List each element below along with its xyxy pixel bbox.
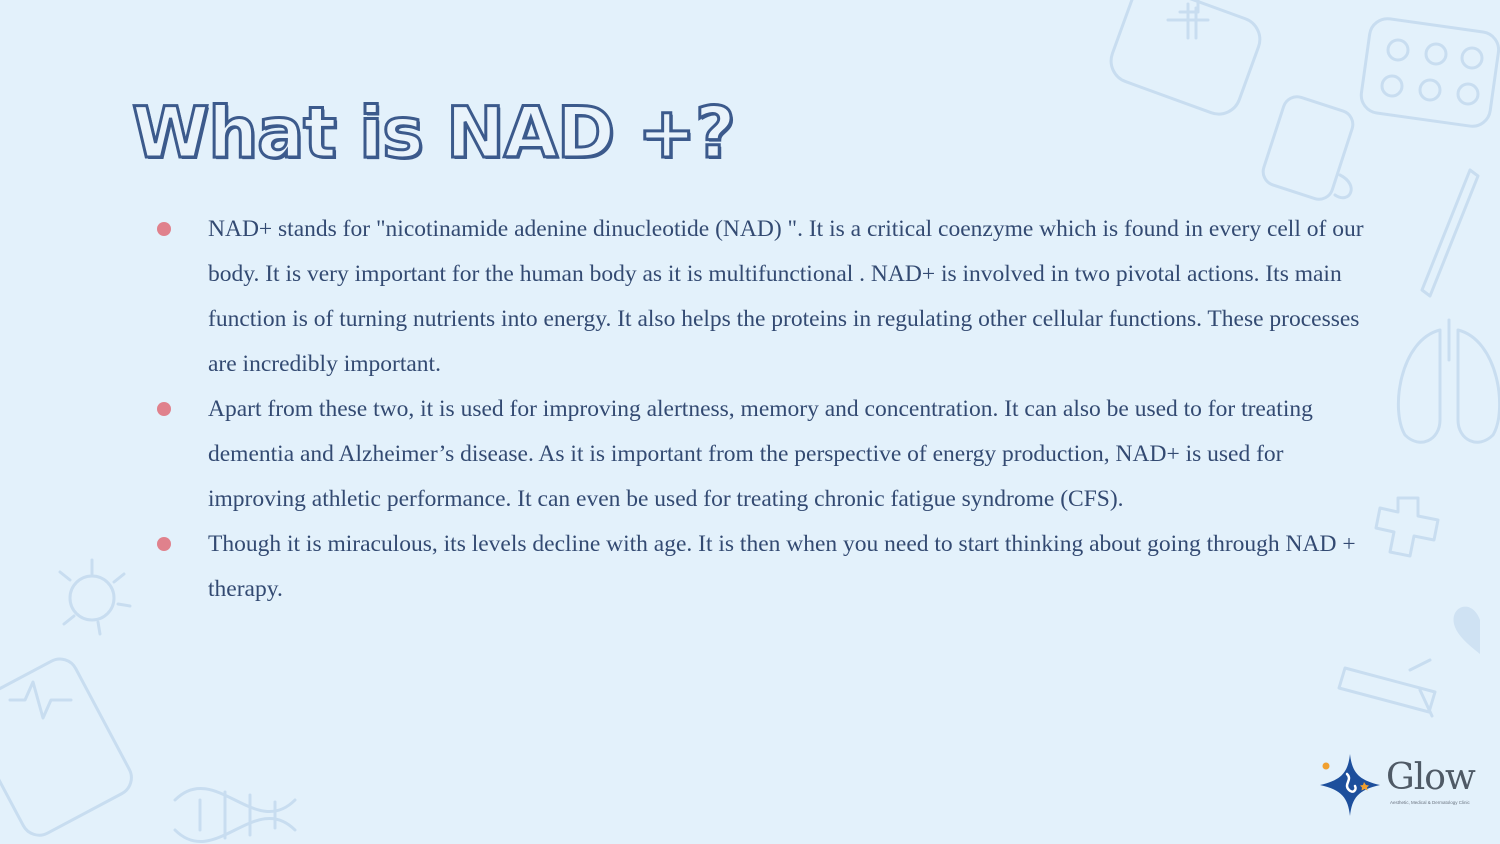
brand-tagline: Aesthetic, Medical & Dermatology Clinic (1390, 800, 1470, 805)
virus-icon (60, 560, 130, 634)
bullet-text: Apart from these two, it is used for improving alertness, memory and concentration. It can also be used to for treating dementia and Alzheimer’s disease. As it is important from the perspective of energy production, NAD+ is used for improving athletic performance. It can even be used for treating chronic fatigue syndrome (CFS). (208, 396, 1313, 512)
brand-name: Glow (1386, 757, 1475, 798)
heart-monitor-icon (0, 653, 138, 842)
pill-blister-icon (1359, 16, 1500, 128)
glow-logo (1318, 752, 1478, 820)
thermometer-icon (1422, 170, 1478, 296)
heart-icon (1454, 607, 1480, 654)
slide-title: What is NAD +? (132, 92, 735, 174)
bullet-item (150, 207, 1370, 387)
bullet-text: NAD+ stands for "nicotinamide adenine dinucleotide (NAD) ". It is a critical coenzyme which is found in every cell of our body. It is very important for the human body as it is multifunctional . NAD+ is involved in two pivotal actions. Its main function is of turning nutrients into energy. It also helps the proteins in regulating other cellular functions. These processes are incredibly important. (208, 216, 1364, 377)
first-aid-kit-icon (1105, 0, 1266, 120)
syringe-icon (1339, 660, 1435, 716)
bullet-dot-icon (157, 537, 171, 551)
bullet-text: Though it is miraculous, its levels decline with age. It is then when you need to start thinking about going through NAD + therapy. (208, 531, 1356, 602)
dna-icon (175, 788, 295, 841)
bullet-item (150, 522, 1370, 612)
iv-bag-icon (1260, 93, 1357, 203)
bullet-list (150, 207, 1370, 612)
bullet-item (150, 387, 1370, 522)
bullet-dot-icon (157, 222, 171, 236)
bullet-dot-icon (157, 402, 171, 416)
lungs-icon (1398, 320, 1499, 442)
star-logo-icon (1318, 752, 1382, 818)
cross-icon (1376, 498, 1438, 556)
